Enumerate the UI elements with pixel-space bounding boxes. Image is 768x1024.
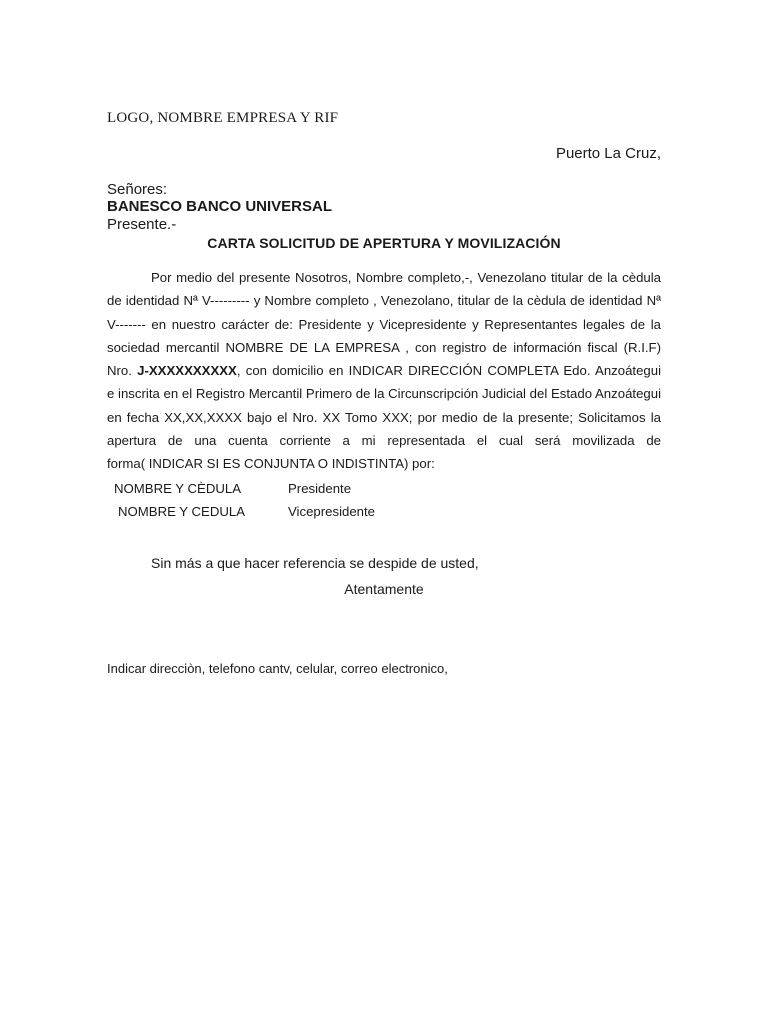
body-line: de identidad Nª V--------- y Nombre completo , Venezolano, titular de la cèdula de identidad Nª: [107, 293, 661, 309]
signer-role: Vicepresidente: [288, 504, 375, 519]
body-line: Por medio del presente Nosotros, Nombre completo,-, Venezolano titular de la cèdula: [151, 270, 661, 285]
place-date: Puerto La Cruz,: [555, 145, 661, 162]
body-line: V------- en nuestro carácter de: Presidente y Vicepresidente y Representantes legales de la: [107, 316, 661, 332]
recipient-bank: BANESCO BANCO UNIVERSAL: [107, 198, 333, 215]
letter-body: [107, 266, 661, 476]
signer-row-president: [0, 481, 768, 499]
signer-row-vicepresident: [0, 504, 768, 522]
nro-label: Nro.: [107, 363, 138, 379]
signer-role: Presidente: [288, 481, 352, 496]
letter-title: CARTA SOLICITUD DE APERTURA Y MOVILIZACIÓN: [207, 235, 561, 251]
signer-name: NOMBRE Y CÈDULA: [114, 481, 242, 496]
address-text: , con domicilio en INDICAR DIRECCIÓN COMPLETA Edo. Anzoátegui: [236, 363, 662, 379]
body-line: sociedad mercantil NOMBRE DE LA EMPRESA , con registro de información fiscal (R.I.F): [107, 339, 661, 355]
body-line: forma( INDICAR SI ES CONJUNTA O INDISTINTA) por:: [107, 456, 435, 472]
closing-phrase: Sin más a que hacer referencia se despide de usted,: [151, 555, 479, 571]
contact-footer: Indicar direcciòn, telefono cantv, celular, correo electronico,: [107, 661, 448, 676]
body-line: apertura de una cuenta corriente a mi representada el cual será movilizada de: [107, 433, 661, 449]
body-line: e inscrita en el Registro Mercantil Primero de la Circunscripción Judicial del Estado Anzoátegui: [107, 386, 661, 402]
body-line: [107, 359, 661, 382]
company-logo-placeholder: LOGO, NOMBRE EMPRESA Y RIF: [107, 110, 339, 126]
recipient-greeting: Señores:: [107, 181, 168, 198]
recipient-presente: Presente.-: [107, 216, 177, 233]
sign-off: Atentamente: [344, 581, 424, 597]
body-line: en fecha XX,XX,XXXX bajo el Nro. XX Tomo XXX; por medio de la presente; Solicitamos la: [107, 409, 661, 425]
rif-number: J-XXXXXXXXXX: [137, 363, 237, 379]
signer-name: NOMBRE Y CEDULA: [118, 504, 246, 519]
